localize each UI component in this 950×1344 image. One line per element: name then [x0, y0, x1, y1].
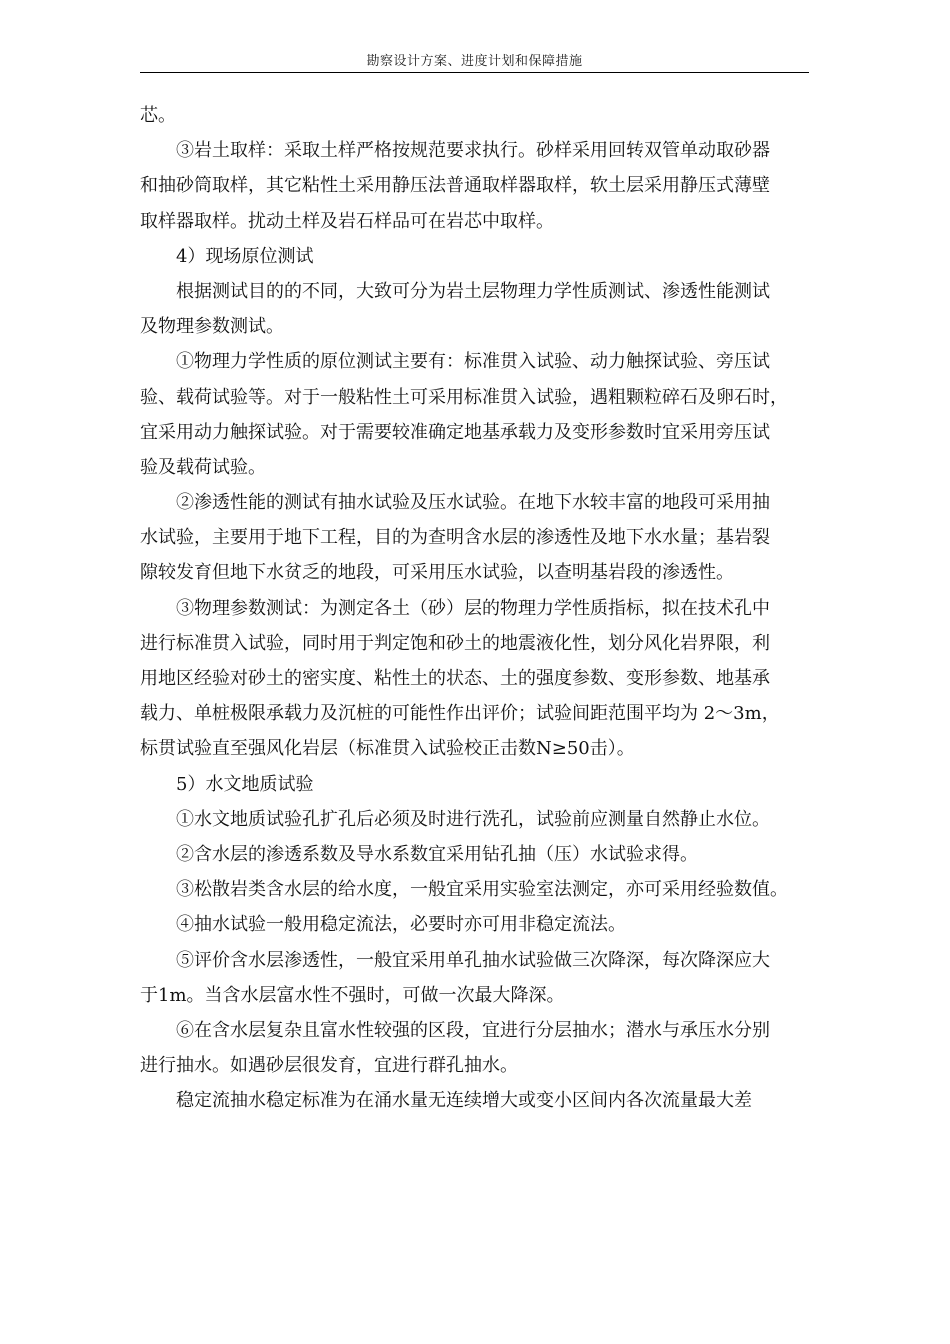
text-line: 隙较发育但地下水贫乏的地段，可采用压水试验，以查明基岩段的渗透性。 [140, 562, 734, 584]
text-line: 验及载荷试验。 [140, 456, 266, 478]
text-line: ①物理力学性质的原位测试主要有：标准贯入试验、动力触探试验、旁压试 [176, 351, 770, 373]
text-line: ②含水层的渗透系数及导水系数宜采用钻孔抽（压）水试验求得。 [176, 843, 698, 865]
header-rule [140, 72, 809, 73]
text-line: 水试验，主要用于地下工程，目的为查明含水层的渗透性及地下水水量；基岩裂 [140, 527, 770, 549]
text-line: ⑤评价含水层渗透性，一般宜采用单孔抽水试验做三次降深，每次降深应大 [176, 949, 770, 971]
text-line: 芯。 [140, 105, 176, 126]
page-header: 勘察设计方案、进度计划和保障措施 [366, 54, 583, 69]
text-line: 用地区经验对砂土的密实度、粘性土的状态、土的强度参数、变形参数、地基承 [140, 668, 770, 689]
text-line: ④抽水试验一般用稳定流法，必要时亦可用非稳定流法。 [176, 914, 626, 936]
text-line: 载力、单桩极限承载力及沉桩的可能性作出评价；试验间距范围平均为 2～3m， [140, 703, 780, 725]
text-line: 于1m。当含水层富水性不强时，可做一次最大降深。 [140, 984, 565, 1006]
text-line: ③松散岩类含水层的给水度，一般宜采用实验室法测定，亦可采用经验数值。 [176, 879, 788, 901]
text-line: 及物理参数测试。 [140, 316, 284, 338]
text-line: ③岩土取样：采取土样严格按规范要求执行。砂样采用回转双管单动取砂器 [176, 140, 770, 162]
text-line: 根据测试目的的不同，大致可分为岩土层物理力学性质测试、渗透性能测试 [176, 280, 770, 302]
text-line: 宜采用动力触探试验。对于需要较准确定地基承载力及变形参数时宜采用旁压试 [140, 421, 770, 443]
text-line: ①水文地质试验孔扩孔后必须及时进行洗孔，试验前应测量自然静止水位。 [176, 808, 770, 830]
text-line: 进行抽水。如遇砂层很发育，宜进行群孔抽水。 [140, 1055, 518, 1077]
document-body [140, 98, 809, 1118]
text-line: 验、载荷试验等。对于一般粘性土可采用标准贯入试验，遇粗颗粒碎石及卵石时， [140, 386, 788, 408]
text-line: 稳定流抽水稳定标准为在涌水量无连续增大或变小区间内各次流量最大差 [176, 1090, 752, 1112]
text-line: ⑥在含水层复杂且富水性较强的区段，宜进行分层抽水；潜水与承压水分别 [176, 1019, 770, 1041]
text-line: ②渗透性能的测试有抽水试验及压水试验。在地下水较丰富的地段可采用抽 [176, 492, 770, 514]
text-line: 和抽砂筒取样，其它粘性土采用静压法普通取样器取样，软土层采用静压式薄壁 [140, 175, 770, 197]
text-line: 标贯试验直至强风化岩层（标准贯入试验校正击数N≥50击）。 [140, 738, 635, 760]
text-line: ③物理参数测试：为测定各土（砂）层的物理力学性质指标，拟在技术孔中 [176, 597, 770, 619]
text-line: 4）现场原位测试 [176, 245, 314, 267]
text-line: 进行标准贯入试验，同时用于判定饱和砂土的地震液化性，划分风化岩界限，利 [140, 632, 770, 654]
text-line: 取样器取样。扰动土样及岩石样品可在岩芯中取样。 [140, 210, 554, 232]
text-line: 5）水文地质试验 [176, 773, 314, 795]
